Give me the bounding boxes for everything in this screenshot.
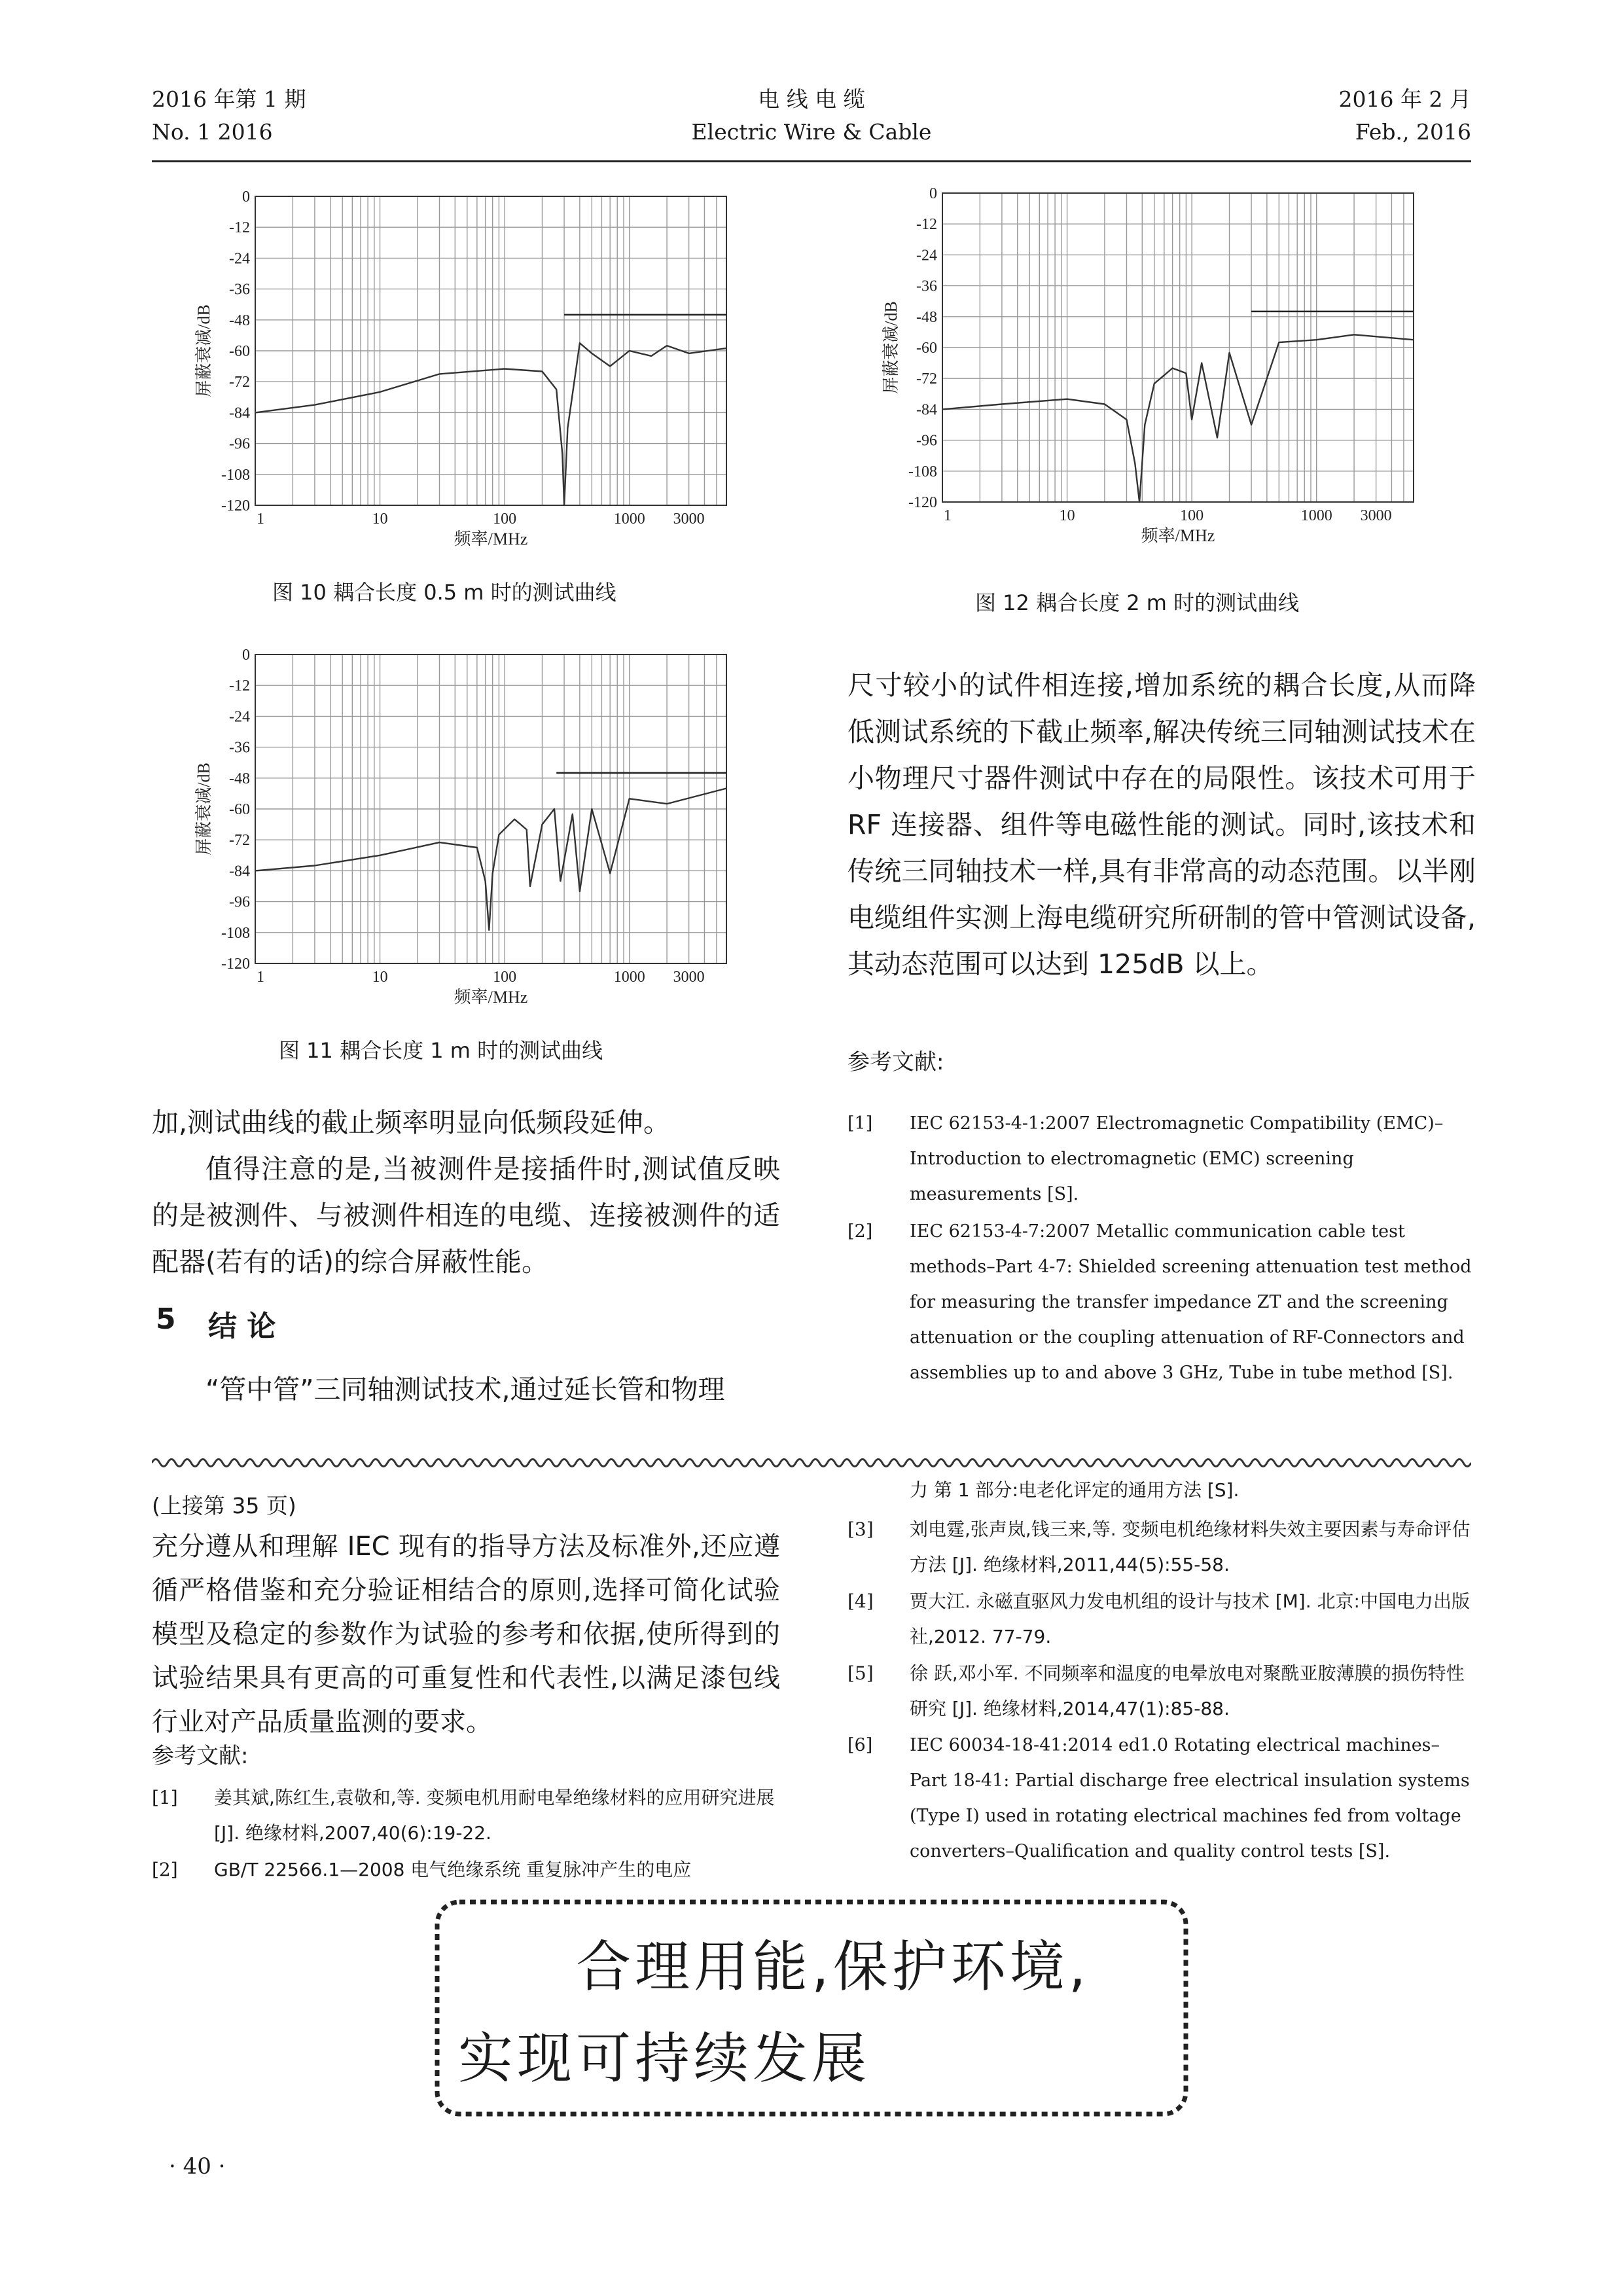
figure-11-caption: 图 11 耦合长度 1 m 时的测试曲线 [279, 1038, 603, 1063]
series-line [255, 789, 726, 930]
reference-item [847, 1728, 1476, 1869]
x-tick-label: 10 [372, 511, 388, 528]
series-line [942, 334, 1414, 502]
reference-text: GB/T 22566.1—2008 电气绝缘系统 重复脉冲产生的电应 [214, 1859, 692, 1880]
continued-paragraph-text: 充分遵从和理解 IEC 现有的指导方法及标准外,还应遵循严格借鉴和充分验证相结合的原则,选择可简化试验模型及稳定的参数作为试验的参考和依据,使所得到的试验结果具有更高的可重复性和代表性,以满足漆包线行业对产品质量监测的要求。 [152, 1532, 780, 1737]
series-line [255, 343, 726, 505]
y-tick-label: -96 [229, 893, 250, 911]
slogan-box [432, 1897, 1191, 2119]
x-tick-label: 1000 [613, 969, 645, 986]
y-tick-label: -60 [229, 343, 250, 360]
x-tick-label: 10 [372, 969, 388, 986]
y-tick-label: -96 [229, 435, 250, 453]
y-tick-label: -36 [229, 739, 250, 757]
journal-issue-en: No. 1 2016 [152, 119, 273, 145]
x-tick-label: 1 [944, 507, 952, 524]
reference-number: [1] [847, 1113, 873, 1134]
x-tick-label: 3000 [1360, 507, 1392, 524]
x-tick-label: 100 [493, 969, 517, 986]
reference-item [152, 1852, 780, 1888]
figure-12-caption: 图 12 耦合长度 2 m 时的测试曲线 [975, 590, 1300, 615]
y-tick-label: 0 [929, 187, 937, 202]
y-tick-label: -84 [229, 863, 250, 880]
journal-title-en: Electric Wire & Cable [691, 119, 932, 145]
reference-text: 刘电霆,张声岚,钱三来,等. 变频电机绝缘材料失效主要因素与寿命评估方法 [J]. 绝缘材料,2011,44(5):55-58. [910, 1518, 1471, 1575]
y-tick-label: -60 [916, 340, 937, 357]
y-tick-label: -36 [229, 281, 250, 298]
x-tick-label: 100 [493, 511, 517, 528]
y-tick-label: -108 [908, 463, 937, 480]
y-tick-label: -96 [916, 432, 937, 450]
issue-date-cn: 2016 年 2 月 [1338, 86, 1471, 112]
issue-date-en: Feb., 2016 [1355, 119, 1471, 145]
y-tick-label: -84 [916, 401, 937, 419]
reference-text: IEC 62153-4-7:2007 Metallic communication cable test methods–Part 4-7: Shielded screening attenuation test method for measuring the transfer impedance ZT and the screening attenuation or the coupling attenuation of RF-Connectors and assemblies up to and above 3 GHz, Tube in tube method [S]. [910, 1221, 1472, 1383]
x-axis-label: 频率/MHz [1141, 526, 1215, 545]
left-paragraph-1: 加,测试曲线的截止频率明显向低频段延伸。 [152, 1107, 671, 1138]
reference-item [847, 1584, 1476, 1655]
reference-item [152, 1780, 780, 1851]
reference-number: [4] [847, 1590, 874, 1612]
reference-number: [6] [847, 1735, 873, 1755]
reference-text: IEC 60034-18-41:2014 ed1.0 Rotating electrical machines–Part 18-41: Partial discharge free electrical insulation systems (Type I) used in rotating electrical machines fed from voltage converters–Qualification and quality control tests [S]. [910, 1735, 1470, 1861]
y-tick-label: -72 [229, 832, 250, 850]
x-tick-label: 1000 [613, 511, 645, 528]
continued-note: (上接第 35 页) [152, 1493, 296, 1518]
reference-text: 贾大江. 永磁直驱风力发电机组的设计与技术 [M]. 北京:中国电力出版社,2012. 77-79. [910, 1590, 1470, 1647]
journal-issue-cn: 2016 年第 1 期 [152, 86, 306, 112]
right-column-paragraph [847, 662, 1476, 988]
header-rule [152, 160, 1471, 162]
y-tick-label: -72 [229, 374, 250, 391]
left-paragraph-2: 值得注意的是,当被测件是接插件时,测试值反映的是被测件、与被测件相连的电缆、连接被测件的适配器(若有的话)的综合屏蔽性能。 [152, 1153, 780, 1278]
wavy-divider [152, 1454, 1471, 1471]
x-tick-label: 1000 [1300, 507, 1332, 524]
reference-text: 力 第 1 部分:电老化评定的通用方法 [S]. [910, 1479, 1240, 1501]
y-tick-label: -36 [916, 278, 937, 295]
y-tick-label: -120 [221, 497, 250, 514]
right-paragraph-text: 尺寸较小的试件相连接,增加系统的耦合长度,从而降低测试系统的下截止频率,解决传统三同轴测试技术在小物理尺寸器件测试中存在的局限性。该技术可用于 RF 连接器、组件等电磁性能的测试。同时,该技术和传统三同轴技术一样,具有非常高的动态范围。以半刚电缆组件实测上海电缆研究所研制的管中管测试设备,其动态范围可以达到 125dB 以上。 [847, 670, 1476, 980]
y-tick-label: -48 [229, 770, 250, 787]
reference-number: [1] [152, 1787, 178, 1808]
reference-item [847, 1512, 1476, 1583]
y-axis-label: 屏蔽衰减/dB [194, 762, 213, 855]
y-tick-label: 0 [242, 648, 250, 664]
y-tick-label: -48 [916, 308, 937, 326]
x-tick-label: 3000 [673, 511, 705, 528]
references-heading: 参考文献: [847, 1049, 944, 1075]
y-tick-label: -24 [229, 708, 250, 726]
left-column-text-2 [152, 1367, 780, 1413]
continued-paragraph [152, 1525, 780, 1744]
y-tick-label: -48 [229, 312, 250, 329]
y-tick-label: -24 [916, 247, 937, 264]
y-tick-label: -60 [229, 801, 250, 818]
y-tick-label: -72 [916, 370, 937, 388]
reference-number: [5] [847, 1662, 874, 1684]
y-tick-label: -120 [908, 494, 937, 511]
y-tick-label: -120 [221, 956, 250, 973]
y-axis-label: 屏蔽衰减/dB [882, 301, 901, 394]
x-tick-label: 10 [1059, 507, 1075, 524]
reference-item [847, 1214, 1476, 1391]
left-column-text [152, 1100, 780, 1285]
y-tick-label: -12 [916, 216, 937, 234]
y-tick-label: -12 [229, 677, 250, 695]
figure-10-caption: 图 10 耦合长度 0.5 m 时的测试曲线 [272, 580, 616, 605]
slogan-line-1: 合理用能,保护环境, [576, 1935, 1090, 1999]
figure-11-chart [190, 648, 759, 1014]
y-tick-label: -12 [229, 219, 250, 237]
reference-number: [2] [152, 1859, 178, 1880]
x-tick-label: 1 [257, 511, 264, 528]
reference-text: 姜其斌,陈红生,袁敬和,等. 变频电机用耐电晕绝缘材料的应用研究进展 [J]. 绝缘材料,2007,40(6):19-22. [214, 1787, 775, 1844]
reference-number: [2] [847, 1221, 873, 1242]
section-title: 结 论 [208, 1310, 276, 1343]
reference-number: [3] [847, 1518, 874, 1540]
x-axis-label: 频率/MHz [454, 529, 528, 548]
y-tick-label: -108 [221, 466, 250, 484]
reference-text: IEC 62153-4-1:2007 Electromagnetic Compatibility (EMC)–Introduction to electromagnetic (EMC) screening measurements [S]. [910, 1113, 1444, 1204]
reference-item [847, 1106, 1476, 1212]
x-axis-label: 频率/MHz [454, 988, 528, 1007]
reference-continuation [847, 1473, 1476, 1508]
y-tick-label: -84 [229, 404, 250, 422]
continued-references-heading: 参考文献: [152, 1743, 249, 1769]
x-tick-label: 100 [1180, 507, 1204, 524]
reference-text: 徐 跃,邓小军. 不同频率和温度的电晕放电对聚酰亚胺薄膜的损伤特性研究 [J]. 绝缘材料,2014,47(1):85-88. [910, 1662, 1465, 1719]
figure-12-chart [877, 187, 1446, 553]
left-paragraph-3: “管中管”三同轴测试技术,通过延长管和物理 [205, 1374, 725, 1405]
journal-title-cn: 电 线 电 缆 [758, 86, 865, 112]
x-tick-label: 1 [257, 969, 264, 986]
page-number: · 40 · [169, 2153, 226, 2179]
y-axis-label: 屏蔽衰减/dB [194, 304, 213, 397]
slogan-line-2: 实现可持续发展 [458, 2026, 871, 2090]
figure-10-chart [190, 190, 759, 556]
reference-item [847, 1656, 1476, 1727]
x-tick-label: 3000 [673, 969, 705, 986]
section-number: 5 [156, 1302, 176, 1336]
y-tick-label: -24 [229, 250, 250, 268]
y-tick-label: 0 [242, 190, 250, 206]
y-tick-label: -108 [221, 924, 250, 942]
